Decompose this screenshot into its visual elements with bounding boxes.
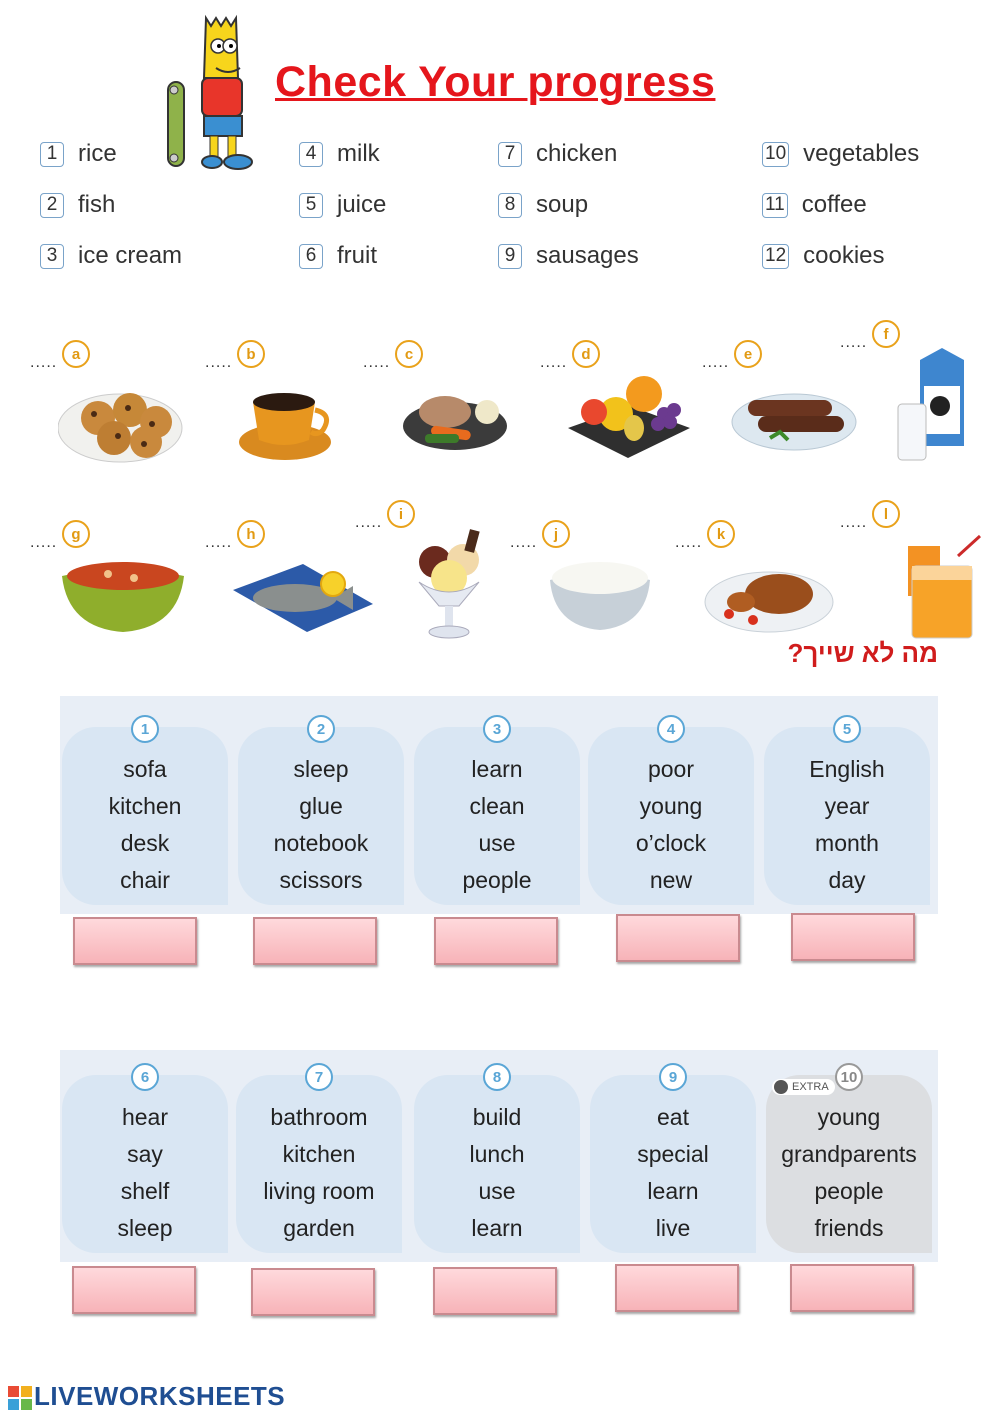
- answer-box-8[interactable]: [433, 1267, 557, 1315]
- word-group-5: [764, 720, 930, 905]
- food-item-c: [363, 336, 513, 466]
- vocab-number: 3: [40, 244, 64, 269]
- group-word: learn: [647, 1178, 699, 1204]
- page-title: Check Your progress: [275, 58, 716, 106]
- word-group-1: [62, 720, 228, 905]
- group-number: 8: [483, 1063, 511, 1091]
- answer-dots[interactable]: .....: [702, 354, 730, 371]
- vegetables-icon: [391, 366, 521, 466]
- group-word: build: [472, 1104, 522, 1130]
- vocab-word: fish: [78, 191, 116, 218]
- group-word: new: [649, 867, 693, 893]
- word-group-4: [588, 720, 754, 905]
- lock-icon: [774, 1080, 788, 1094]
- vocab-number: 12: [762, 244, 789, 269]
- vocab-number: 2: [40, 193, 64, 218]
- group-word: month: [815, 830, 879, 856]
- vocab-item: [40, 140, 117, 168]
- group-word: friends: [814, 1215, 884, 1241]
- food-letter: g: [62, 520, 90, 548]
- answer-dots[interactable]: .....: [540, 354, 568, 371]
- word-group-9: [590, 1068, 756, 1253]
- food-item-f: [840, 316, 990, 446]
- vocab-item: [40, 191, 115, 219]
- group-word: sofa: [123, 756, 167, 782]
- word-group-10: [766, 1068, 932, 1253]
- group-word: scissors: [279, 867, 363, 893]
- vocab-number: 7: [498, 142, 522, 167]
- vocab-word: fruit: [337, 242, 378, 269]
- group-word: garden: [283, 1215, 355, 1241]
- group-word: day: [828, 867, 866, 893]
- answer-dots[interactable]: .....: [205, 534, 233, 551]
- food-item-d: [540, 336, 690, 466]
- ice-cream-icon: [383, 526, 513, 646]
- instruction-text: מה לא שייך?: [787, 638, 938, 668]
- answer-box-2[interactable]: [253, 917, 377, 965]
- vocab-number: 8: [498, 193, 522, 218]
- group-word: hear: [121, 1104, 169, 1130]
- vocab-word: rice: [78, 140, 117, 167]
- answer-dots[interactable]: .....: [30, 354, 58, 371]
- group-word: kitchen: [108, 793, 182, 819]
- word-group-8: [414, 1068, 580, 1253]
- group-word: chair: [120, 867, 170, 893]
- food-letter: c: [395, 340, 423, 368]
- liveworksheets-logo-icon: [8, 1386, 32, 1410]
- vocab-word: ice cream: [78, 242, 183, 269]
- group-word: use: [478, 1178, 516, 1204]
- group-word: clean: [469, 793, 525, 819]
- food-letter: k: [707, 520, 735, 548]
- group-word: say: [127, 1141, 163, 1167]
- food-letter: l: [872, 500, 900, 528]
- group-word: kitchen: [282, 1141, 356, 1167]
- word-group-6: [62, 1068, 228, 1253]
- vocab-item: [498, 242, 639, 270]
- group-word: sleep: [117, 1215, 173, 1241]
- vocab-number: 1: [40, 142, 64, 167]
- answer-box-5[interactable]: [791, 913, 915, 961]
- vocab-word: soup: [536, 191, 589, 218]
- footer-brand-text: LIVEWORKSHEETS: [34, 1381, 286, 1411]
- fruit-icon: [568, 366, 698, 466]
- group-word: notebook: [273, 830, 369, 856]
- vocab-word: juice: [337, 191, 387, 218]
- answer-dots[interactable]: .....: [355, 514, 383, 531]
- answer-dots[interactable]: .....: [510, 534, 538, 551]
- word-group-2: [238, 720, 404, 905]
- milk-icon: [868, 346, 998, 466]
- food-letter: d: [572, 340, 600, 368]
- answer-box-4[interactable]: [616, 914, 740, 962]
- food-letter: b: [237, 340, 265, 368]
- food-item-a: [30, 336, 180, 466]
- vocab-item: [762, 242, 885, 270]
- group-word: year: [824, 793, 870, 819]
- vocab-word: sausages: [536, 242, 639, 269]
- group-word: glue: [299, 793, 343, 819]
- answer-box-9[interactable]: [615, 1264, 739, 1312]
- vocab-item: [299, 140, 380, 168]
- vocab-word: coffee: [801, 191, 867, 218]
- group-word: learn: [471, 756, 523, 782]
- group-word: lunch: [469, 1141, 525, 1167]
- answer-box-6[interactable]: [72, 1266, 196, 1314]
- food-item-b: [205, 336, 355, 466]
- food-item-i: [355, 496, 505, 626]
- group-number: 1: [131, 715, 159, 743]
- food-letter: i: [387, 500, 415, 528]
- food-letter: f: [872, 320, 900, 348]
- group-word: special: [637, 1141, 709, 1167]
- group-number: 6: [131, 1063, 159, 1091]
- vocab-number: 9: [498, 244, 522, 269]
- group-number: 3: [483, 715, 511, 743]
- answer-dots[interactable]: .....: [30, 534, 58, 551]
- coffee-icon: [233, 366, 363, 466]
- group-number: 10: [835, 1063, 863, 1091]
- group-number: 4: [657, 715, 685, 743]
- bart-character-image: [166, 12, 262, 172]
- vocab-item: [299, 191, 386, 219]
- group-word: use: [478, 830, 516, 856]
- food-letter: j: [542, 520, 570, 548]
- group-number: 5: [833, 715, 861, 743]
- answer-dots[interactable]: .....: [205, 354, 233, 371]
- extra-badge: [772, 1079, 835, 1095]
- vocab-number: 4: [299, 142, 323, 167]
- vocab-item: [40, 242, 182, 270]
- extra-label: EXTRA: [792, 1081, 829, 1093]
- answer-box-10[interactable]: [790, 1264, 914, 1312]
- group-word: live: [655, 1215, 691, 1241]
- group-word: young: [817, 1104, 881, 1130]
- food-item-g: [30, 516, 180, 646]
- group-word: people: [462, 867, 532, 893]
- group-number: 9: [659, 1063, 687, 1091]
- group-word: living room: [263, 1178, 375, 1204]
- group-word: bathroom: [270, 1104, 368, 1130]
- group-word: English: [809, 756, 885, 782]
- word-group-3: [414, 720, 580, 905]
- group-word: people: [814, 1178, 884, 1204]
- food-item-k: [675, 516, 825, 646]
- food-item-l: [840, 496, 990, 626]
- vocab-word: vegetables: [803, 140, 920, 167]
- liveworksheets-logo: [8, 1381, 285, 1412]
- group-number: 2: [307, 715, 335, 743]
- group-word: young: [639, 793, 703, 819]
- group-word: desk: [120, 830, 170, 856]
- group-word: o’clock: [635, 830, 707, 856]
- vocab-item: [498, 140, 617, 168]
- group-word: shelf: [120, 1178, 170, 1204]
- answer-box-3[interactable]: [434, 917, 558, 965]
- cookies-icon: [58, 366, 188, 466]
- group-word: sleep: [293, 756, 349, 782]
- vocab-number: 5: [299, 193, 323, 218]
- group-word: grandparents: [781, 1141, 917, 1167]
- food-item-h: [205, 516, 355, 646]
- food-letter: e: [734, 340, 762, 368]
- chicken-icon: [703, 546, 843, 646]
- food-letter: a: [62, 340, 90, 368]
- vocab-item: [498, 191, 588, 219]
- juice-icon: [868, 526, 998, 646]
- vocab-word: milk: [337, 140, 380, 167]
- answer-box-1[interactable]: [73, 917, 197, 965]
- food-item-j: [510, 516, 660, 646]
- vocab-word: chicken: [536, 140, 618, 167]
- answer-dots[interactable]: .....: [840, 514, 868, 531]
- answer-dots[interactable]: .....: [840, 334, 868, 351]
- group-number: 7: [305, 1063, 333, 1091]
- rice-icon: [538, 546, 668, 646]
- answer-box-7[interactable]: [251, 1268, 375, 1316]
- group-word: learn: [471, 1215, 523, 1241]
- fish-icon: [233, 546, 373, 646]
- vocab-number: 6: [299, 244, 323, 269]
- group-word: eat: [657, 1104, 689, 1130]
- answer-dots[interactable]: .....: [363, 354, 391, 371]
- food-letter: h: [237, 520, 265, 548]
- vocab-number: 11: [762, 193, 788, 218]
- soup-icon: [58, 546, 188, 646]
- food-item-e: [702, 336, 852, 466]
- vocab-word: cookies: [803, 242, 885, 269]
- answer-dots[interactable]: .....: [675, 534, 703, 551]
- vocab-item: [299, 242, 377, 270]
- vocab-item: [762, 140, 919, 168]
- group-word: poor: [647, 756, 695, 782]
- vocab-item: [762, 191, 867, 219]
- vocab-number: 10: [762, 142, 789, 167]
- word-group-7: [236, 1068, 402, 1253]
